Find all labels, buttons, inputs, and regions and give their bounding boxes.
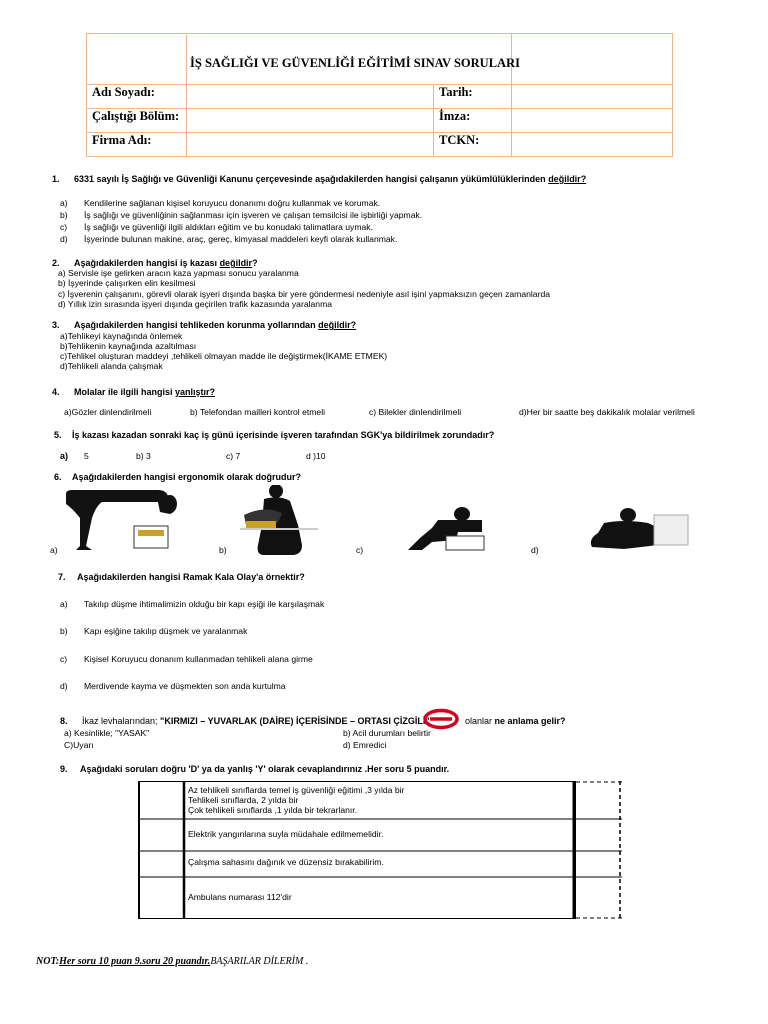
option: a) — [60, 451, 69, 461]
header-divider — [86, 132, 673, 133]
option: c) Bilekler dinlendirilmeli — [369, 407, 462, 417]
kneeling-worker-figure — [584, 505, 696, 555]
date-label: Tarih: — [439, 85, 473, 99]
figure-label: a) — [50, 545, 58, 555]
option: d) Merdivende kayma ve düşmekten son anda kurtulma — [60, 681, 286, 691]
option: d )10 — [306, 451, 326, 461]
option: b) İşyerinde çalışırken elin kesilmesi — [58, 278, 196, 288]
tckn-label: TCKN: — [439, 133, 480, 147]
option: a)Tehlikeyi kaynağında önlemek — [60, 331, 183, 341]
question-5: 5. İş kazası kazadan sonraki kaç iş günü içerisinde işveren tarafından SGK'ya bildirilmek zorundadır? — [54, 430, 495, 440]
prohibition-sign-icon — [422, 708, 460, 730]
option: d)Tehlikeli alanda çalışmak — [60, 361, 163, 371]
question-4: 4. Molalar ile ilgili hangisi yanlıştır? — [52, 387, 216, 397]
option: c) 7 — [226, 451, 241, 461]
lifting-worker-figure — [234, 485, 326, 557]
option: b) Telefondan mailleri kontrol etmeli — [190, 407, 326, 417]
option: a) Servisle işe gelirken aracın kaza yapması sonucu yaralanma — [58, 268, 299, 278]
question-6: 6. Aşağıdakilerden hangisi ergonomik olarak doğrudur? — [54, 472, 302, 482]
table-row: Az tehlikeli sınıflarda temel iş güvenliği eğitimi ,3 yılda bir Tehlikeli sınıflarda, 2 yılda bir Çok tehlikeli sınıflarda ,1 yılda bir tekrarlanır. — [188, 785, 405, 815]
option: C)Uyarı — [64, 740, 94, 750]
squatting-worker-figure — [402, 506, 494, 554]
table-row: Elektrik yangınlarına suyla müdahale edilmemelidir. — [188, 829, 384, 839]
question-8-end: olanlar ne anlama gelir? — [465, 716, 566, 726]
exam-title: İŞ SAĞLIĞI VE GÜVENLİĞİ EĞİTİMİ SINAV SORULARI — [190, 56, 520, 70]
question-3: 3. Aşağıdakilerden hangisi tehlikeden korunma yollarından değildir? — [52, 320, 357, 330]
option: b) Kapı eşiğine takılıp düşmek ve yaralanmak — [60, 626, 248, 636]
header-divider — [511, 33, 512, 157]
table-row: Ambulans numarası 112'dir — [188, 892, 292, 902]
question-8: 8. İkaz levhalarından; "KIRMIZI – YUVARLAK (DAİRE) İÇERİSİNDE – ORTASI ÇİZGİLİ" — [60, 716, 430, 726]
name-label: Adı Soyadı: — [92, 85, 155, 99]
option: 5 — [84, 451, 89, 461]
question-text: 6331 sayılı İş Sağlığı ve Güvenliği Kanunu çerçevesinde aşağıdakilerden hangisi çalışanın yükümlülüklerinden — [74, 174, 549, 184]
header-divider — [86, 84, 673, 85]
question-9: 9. Aşağıdaki soruları doğru 'D' ya da yanlış 'Y' olarak cevaplandırınız .Her soru 5 puandır. — [60, 764, 450, 774]
question-7: 7. Aşağıdakilerden hangisi Ramak Kala Olay'a örnektir? — [58, 572, 305, 582]
footer-note: NOT:Her soru 10 puan 9.soru 20 puandır.BAŞARILAR DİLERİM . — [36, 956, 309, 967]
option: a) Kendilerine sağlanan kişisel koruyucu donanımı doğru kullanmak ve korumak. — [60, 198, 381, 208]
table-row: Çalışma sahasını dağınık ve düzensiz bırakabilirim. — [188, 857, 384, 867]
option: d) Yıllık izin sırasında işyeri dışında geçirilen trafik kazasında yaralanma — [58, 299, 333, 309]
option: c) İş sağlığı ve güvenliği ilgili aldıkları eğitim ve bu konudaki talimatlara uymak. — [60, 222, 373, 232]
question-number: 1. — [52, 174, 60, 184]
signature-label: İmza: — [439, 109, 471, 123]
option: a)Gözler dinlendirilmeli — [64, 407, 152, 417]
option: b)Tehlikenin kaynağında azaltılması — [60, 341, 197, 351]
option: d) İşyerinde bulunan makine, araç, gereç, kimyasal maddeleri keyfi olarak kullanmak. — [60, 234, 398, 244]
option: d) Emredici — [343, 740, 387, 750]
figure-label: b) — [219, 545, 227, 555]
figure-label: c) — [356, 545, 364, 555]
figure-label: d) — [531, 545, 539, 555]
company-label: Firma Adı: — [92, 133, 152, 147]
question-2: 2. Aşağıdakilerden hangisi iş kazası değildir? — [52, 258, 258, 268]
header-table — [86, 33, 673, 157]
department-label: Çalıştığı Bölüm: — [92, 109, 180, 123]
option: b) İş sağlığı ve güvenliğinin sağlanması için işveren ve çalışan temsilcisi ile işbirliği yapmak. — [60, 210, 423, 220]
option: c)Tehlikel oluşturan maddeyi ,tehlikeli olmayan madde ile değiştirmek(İKAME ETMEK) — [60, 351, 388, 361]
option: c) İşverenin çalışanını, görevli olarak işyeri dışında başka bir yere göndermesi nedeniyle asıl işini yapmaksızın geçen zamanlarda — [58, 289, 550, 299]
option: a) Takılıp düşme ihtimalimizin olduğu bir kapı eşiği ile karşılaşmak — [60, 599, 325, 609]
option: b) Acil durumları belirtir — [343, 728, 431, 738]
header-divider — [186, 33, 187, 157]
header-divider — [433, 84, 434, 157]
option: c) Kişisel Koruyucu donanım kullanmadan tehlikeli alana girme — [60, 654, 313, 664]
bending-worker-figure — [62, 488, 182, 554]
option: a) Kesinlikle; "YASAK" — [64, 728, 150, 738]
question-emphasis: değildir? — [548, 174, 587, 184]
option: d)Her bir saatte beş dakikalık molalar verilmeli — [519, 407, 695, 417]
option: b) 3 — [136, 451, 151, 461]
question-1 — [52, 174, 586, 184]
